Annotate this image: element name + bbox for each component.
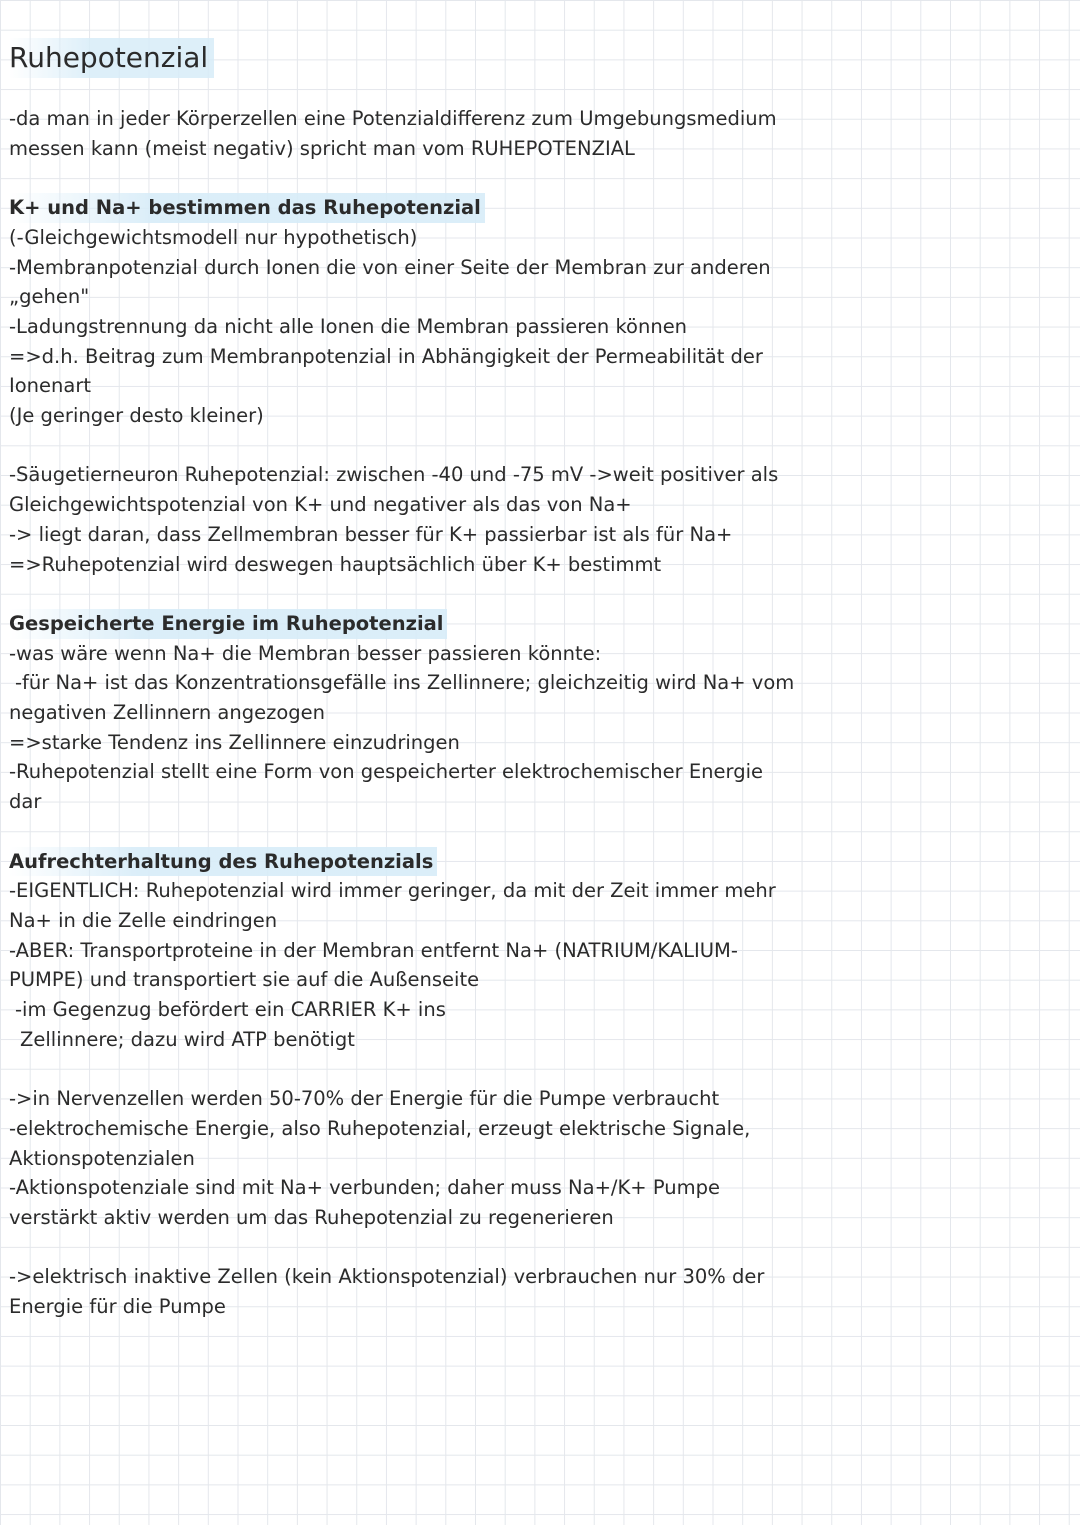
- text-line: -für Na+ ist das Konzentrationsgefälle ins Zellinnere; gleichzeitig wird Na+ vom: [15, 671, 795, 695]
- text-line: -da man in jeder Körperzellen eine Potenzialdifferenz zum Umgebungsmedium: [9, 107, 777, 130]
- text-line: Gleichgewichtspotenzial von K+ und negativer als das von Na+: [9, 493, 632, 517]
- text-line: =>d.h. Beitrag zum Membranpotenzial in Abhängigkeit der Permeabilität der: [9, 344, 763, 368]
- text-line: Zellinnere; dazu wird ATP benötigt: [20, 1027, 355, 1051]
- section-maintenance: [9, 847, 809, 1055]
- text-line: -Ladungstrennung da nicht alle Ionen die Membran passieren können: [9, 314, 688, 338]
- text-line: -EIGENTLICH: Ruhepotenzial wird immer geringer, da mit der Zeit immer mehr: [9, 879, 776, 903]
- text-line: messen kann (meist negativ) spricht man vom RUHEPOTENZIAL: [9, 136, 635, 160]
- text-line: Na+ in die Zelle eindringen: [9, 908, 278, 932]
- section-heading: K+ und Na+ bestimmen das Ruhepotenzial: [9, 193, 485, 223]
- spacer: [9, 1233, 809, 1263]
- page-title: Ruhepotenzial: [9, 38, 214, 78]
- spacer: [9, 163, 809, 193]
- text-line: -elektrochemische Energie, also Ruhepotenzial, erzeugt elektrische Signale,: [9, 1116, 751, 1140]
- text-line: verstärkt aktiv werden um das Ruhepotenzial zu regenerieren: [9, 1205, 614, 1229]
- text-line: PUMPE) und transportiert sie auf die Außenseite: [9, 968, 480, 992]
- text-line: ->in Nervenzellen werden 50-70% der Energie für die Pumpe verbraucht: [9, 1087, 720, 1111]
- text-line: -ABER: Transportproteine in der Membran entfernt Na+ (NATRIUM/KALIUM-: [9, 938, 738, 962]
- text-line: (Je geringer desto kleiner): [9, 404, 264, 428]
- text-line: (-Gleichgewichtsmodell nur hypothetisch): [9, 225, 418, 249]
- text-line: „gehen": [9, 285, 90, 309]
- section-heading: Gespeicherte Energie im Ruhepotenzial: [9, 609, 447, 639]
- section-heading: Aufrechterhaltung des Ruhepotenzials: [9, 847, 437, 877]
- text-line: -im Gegenzug befördert ein CARRIER K+ ins: [15, 998, 446, 1022]
- text-line: ->elektrisch inaktive Zellen (kein Aktionspotenzial) verbrauchen nur 30% der: [9, 1265, 765, 1289]
- text-line: negativen Zellinnern angezogen: [9, 701, 325, 725]
- spacer: [9, 1054, 809, 1084]
- text-line: -Membranpotenzial durch Ionen die von einer Seite der Membran zur anderen: [9, 255, 771, 279]
- spacer: [9, 817, 809, 847]
- section-nerve-energy: [9, 1084, 809, 1233]
- text-line: -was wäre wenn Na+ die Membran besser passieren könnte:: [9, 641, 602, 665]
- text-line: =>starke Tendenz ins Zellinnere einzudringen: [9, 730, 460, 754]
- note-page: [9, 38, 809, 1322]
- text-line: -Säugetierneuron Ruhepotenzial: zwischen -40 und -75 mV ->weit positiver als: [9, 463, 779, 487]
- text-line: -Aktionspotenziale sind mit Na+ verbunden; daher muss Na+/K+ Pumpe: [9, 1176, 720, 1200]
- text-line: =>Ruhepotenzial wird deswegen hauptsächlich über K+ bestimmt: [9, 552, 662, 576]
- text-line: -> liegt daran, dass Zellmembran besser für K+ passierbar ist als für Na+: [9, 522, 733, 546]
- text-line: dar: [9, 790, 42, 814]
- section-mammal-neuron: [9, 460, 809, 579]
- text-line: Aktionspotenzialen: [9, 1146, 195, 1170]
- spacer: [9, 579, 809, 609]
- text-line: Ionenart: [9, 374, 92, 398]
- spacer: [9, 431, 809, 461]
- section-inactive-cells: [9, 1262, 809, 1321]
- intro-paragraph: [9, 104, 809, 163]
- text-line: -Ruhepotenzial stellt eine Form von gespeicherter elektrochemischer Energie: [9, 760, 763, 784]
- text-line: Energie für die Pumpe: [9, 1295, 226, 1319]
- section-ions: [9, 193, 809, 431]
- section-stored-energy: [9, 609, 809, 817]
